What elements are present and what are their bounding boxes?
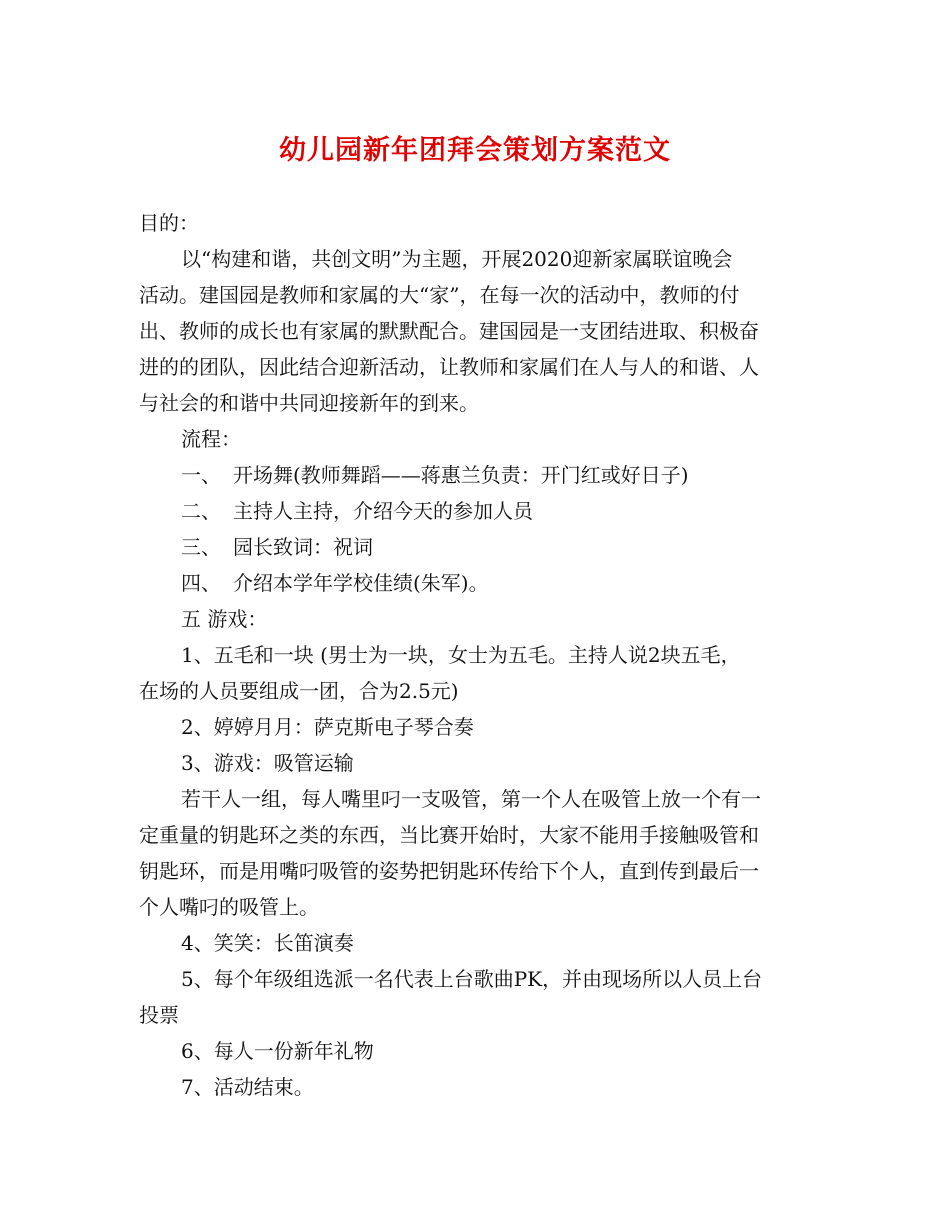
item5-line: 投票 <box>139 1003 179 1027</box>
flow-label: 流程： <box>181 427 241 451</box>
document-title: 幼儿园新年团拜会策划方案范文 <box>279 135 671 166</box>
flow-step-number: 二、 <box>181 499 221 523</box>
game3-line: 个人嘴叼的吸管上。 <box>139 895 319 919</box>
item7-line: 7、活动结束。 <box>181 1075 314 1099</box>
flow-step-number: 四、 <box>181 571 221 595</box>
flow-step-text: 园长致词：祝词 <box>233 535 373 559</box>
flow-step-number: 三、 <box>181 535 221 559</box>
purpose-line: 以“构建和谐，共创文明”为主题，开展2020迎新家属联谊晚会 <box>181 247 733 271</box>
game3-line: 钥匙环，而是用嘴叼吸管的姿势把钥匙环传给下个人，直到传到最后一 <box>139 859 759 883</box>
item6-line: 6、每人一份新年礼物 <box>181 1039 374 1063</box>
flow-step <box>139 565 813 601</box>
games-label: 五 游戏： <box>181 607 268 631</box>
purpose-line: 出、教师的成长也有家属的默默配合。建国园是一支团结进取、积极奋 <box>139 319 759 343</box>
game2-line: 2、婷婷月月：萨克斯电子琴合奏 <box>181 715 474 739</box>
document-body <box>139 205 813 1105</box>
game1-line: 在场的人员要组成一团，合为2.5元) <box>139 679 459 703</box>
purpose-line: 与社会的和谐中共同迎接新年的到来。 <box>139 391 479 415</box>
purpose-line: 活动。建国园是教师和家属的大“家”，在每一次的活动中，教师的付 <box>139 283 740 307</box>
flow-step <box>139 529 813 565</box>
item4-line: 4、笑笑：长笛演奏 <box>181 931 354 955</box>
flow-step-number: 一、 <box>181 463 221 487</box>
game3-line: 若干人一组，每人嘴里叼一支吸管，第一个人在吸管上放一个有一 <box>181 787 761 811</box>
flow-step <box>139 457 813 493</box>
game3-heading: 3、游戏：吸管运输 <box>181 751 354 775</box>
game1-line: 1、五毛和一块 (男士为一块，女士为五毛。主持人说2块五毛， <box>181 643 741 667</box>
purpose-line: 进的的团队，因此结合迎新活动，让教师和家属们在人与人的和谐、人 <box>139 355 759 379</box>
item5-line: 5、每个年级组选派一名代表上台歌曲PK，并由现场所以人员上台 <box>181 967 763 991</box>
game3-line: 定重量的钥匙环之类的东西，当比赛开始时，大家不能用手接触吸管和 <box>139 823 759 847</box>
flow-step-text: 开场舞(教师舞蹈——蒋惠兰负责：开门红或好日子) <box>233 463 689 487</box>
flow-step-text: 主持人主持，介绍今天的参加人员 <box>233 499 533 523</box>
flow-step-text: 介绍本学年学校佳绩(朱军)。 <box>233 571 489 595</box>
purpose-label: 目的： <box>139 211 199 235</box>
flow-step <box>139 493 813 529</box>
